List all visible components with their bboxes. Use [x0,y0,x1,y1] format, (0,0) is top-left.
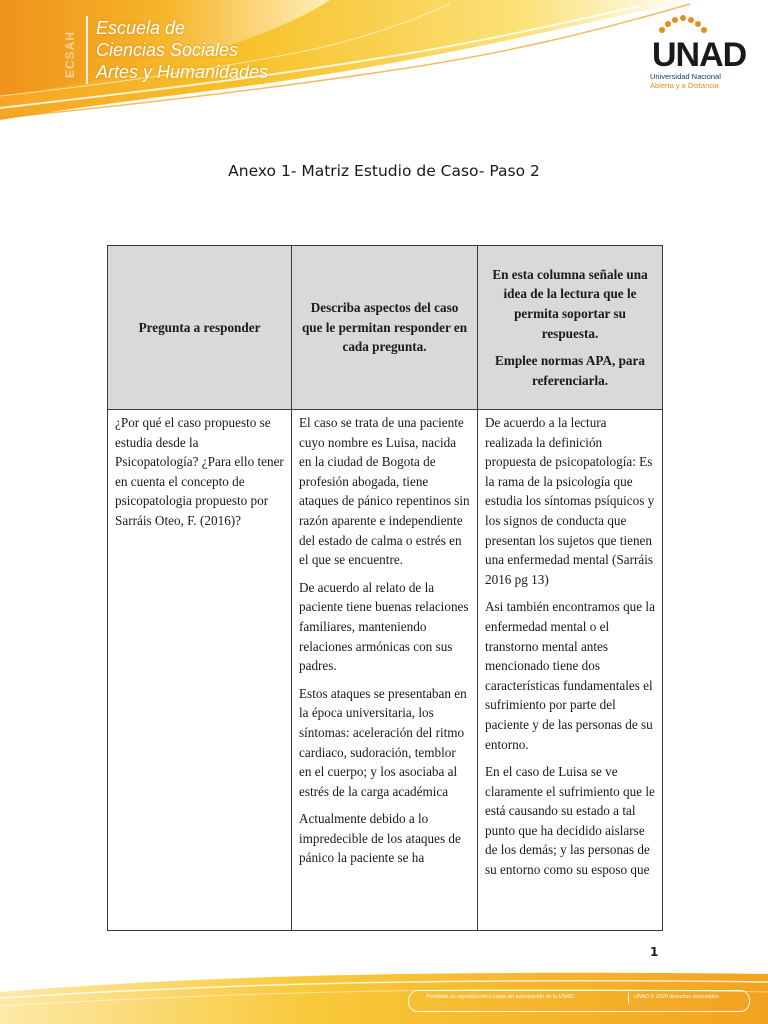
reading-paragraph: De acuerdo a la lectura realizada la definición propuesta de psicopatología: Es la rama de la psicología que estudia los síntomas psíquicos y los signos de conducta que presentan los sujetos que tienen una enfermedad mental (Sarráis 2016 pg 13) [485,415,655,587]
case-study-matrix [107,245,663,931]
footer-notice-text: Prohibida su reproducción y copia sin autorización de la UNAD. [426,994,575,1000]
header-banner [0,0,768,125]
case-aspects-cell [292,410,478,931]
case-paragraph: De acuerdo al relato de la paciente tiene buenas relaciones familiares, manteniendo relaciones armónicas con sus padres. [299,579,469,674]
header-reading-idea-text: En esta columna señale una idea de la lectura que le permita soportar su respuesta. [492,266,648,341]
unad-logo [616,14,756,94]
school-line-3: Artes y Humanidades [96,62,269,82]
logo-subtitle-2: Abierta y a Distancia [650,81,719,90]
reading-idea-cell [478,410,663,931]
ecsah-label: ECSAH [63,30,77,78]
table-row [108,410,663,931]
school-line-2: Ciencias Sociales [96,40,239,60]
reading-paragraph: En el caso de Luisa se ve claramente el sufrimiento que le está causando su estado a tal punto que ha decidido aislarse de los demás; y las personas de su entorno como su esposo que [485,764,655,878]
case-paragraph: El caso se trata de una paciente cuyo nombre es Luisa, nacida en la ciudad de Bogota de profesión abogada, tiene ataques de pánico repentinos sin razón aparente e independiente del estado de calma o estrés en el que se encuentre. [299,415,470,568]
footer-separator [628,993,629,1003]
school-name-block [60,16,290,86]
question-cell [108,410,292,931]
document-title: Anexo 1- Matriz Estudio de Caso- Paso 2 [228,162,540,180]
reading-paragraph: Asi también encontramos que la enfermedad mental o el transtorno mental antes mencionado tiene dos características fundamentales el sufrimiento por parte del paciente y de las personas de su entorno. [485,599,655,752]
ecsah-badge [60,16,88,84]
footer-band [0,962,768,1024]
header-apa-note: Emplee normas APA, para referenciarla. [495,353,645,388]
logo-wordmark: UNAD [652,36,747,74]
header-case-aspects-text: Describa aspectos del caso que le permitan responder en cada pregunta. [301,300,468,355]
header-reading-idea [478,246,663,410]
header-question [108,246,292,410]
school-line-1: Escuela de [96,18,186,38]
question-text: ¿Por qué el caso propuesto se estudia desde la Psicopatología? ¿Para ello tener en cuenta el concepto de psicopatologia propuesto por Sarráis Oteo, F. (2016)? [115,415,284,528]
case-paragraph: Estos ataques se presentaban en la época universitaria, los síntomas: aceleración del ritmo cardiaco, sudoración, temblor en el cuerpo; y los asociaba al estrés de la carga académica [299,685,467,799]
header-question-text: Pregunta a responder [138,319,261,335]
logo-subtitle-1: Universidad Nacional [650,72,721,81]
page-number: 1 [650,945,659,959]
header-row [108,246,663,410]
footer-rights-text: UNAD © 2020 derechos reservados. [634,994,721,1000]
case-paragraph: Actualmente debido a lo impredecible de los ataques de pánico la paciente se ha [299,811,461,866]
header-case-aspects [292,246,478,410]
